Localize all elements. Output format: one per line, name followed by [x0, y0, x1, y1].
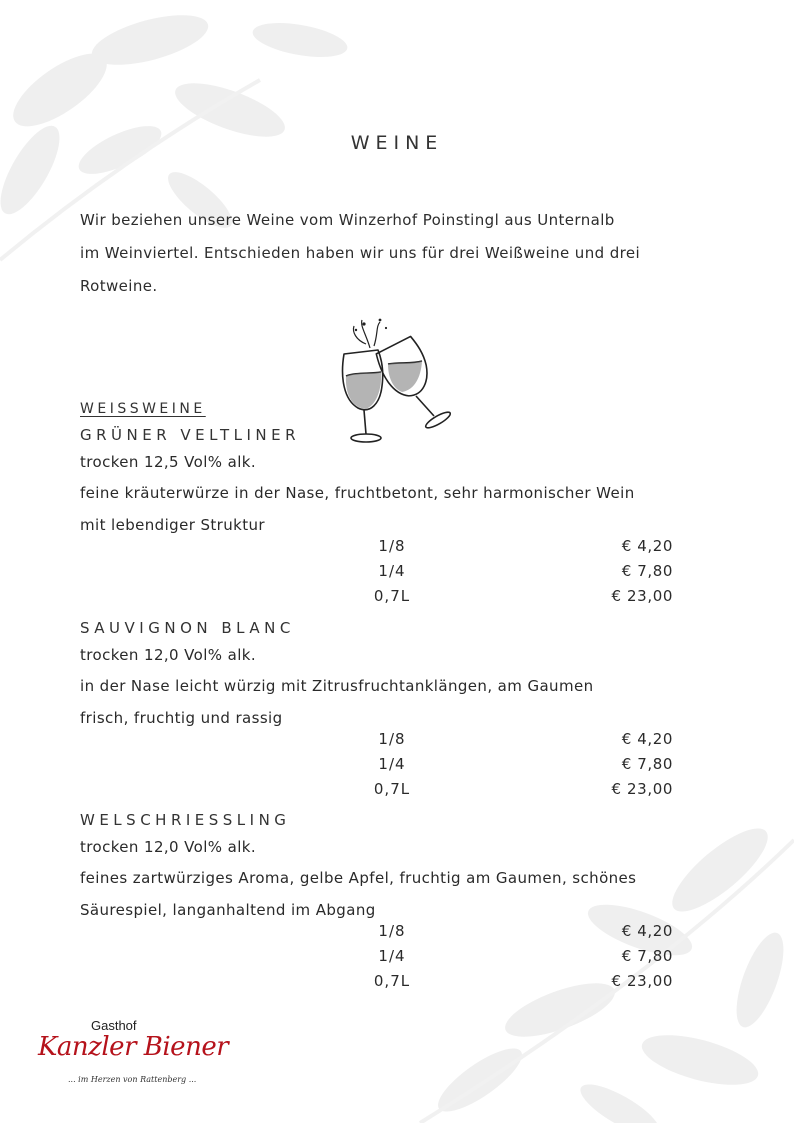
price-quantity: 1/8 — [378, 730, 406, 748]
intro-line: Wir beziehen unsere Weine vom Winzerhof Poinstingl aus Unternalb — [80, 211, 615, 229]
price-quantity: 1/8 — [378, 922, 406, 940]
wine-alcohol-info: trocken 12,5 Vol% alk. — [80, 453, 257, 471]
price-quantity: 1/4 — [378, 947, 406, 965]
wine-description — [80, 477, 720, 541]
price-amount: € 4,20 — [621, 730, 673, 748]
wine-alcohol-info: trocken 12,0 Vol% alk. — [80, 646, 257, 664]
wine-description — [80, 862, 720, 926]
price-amount: € 23,00 — [611, 587, 673, 605]
price-row — [80, 947, 720, 972]
wine-name: SAUVIGNON BLANC — [80, 619, 295, 637]
price-quantity: 1/4 — [378, 755, 406, 773]
price-amount: € 7,80 — [621, 947, 673, 965]
description-line: frisch, fruchtig und rassig — [80, 709, 283, 727]
page-title: WEINE — [350, 132, 444, 154]
wine-name: GRÜNER VELTLINER — [80, 426, 301, 444]
description-line: mit lebendiger Struktur — [80, 516, 265, 534]
price-quantity: 0,7L — [373, 780, 411, 798]
wine-name: WELSCHRIESSLING — [80, 811, 291, 829]
price-amount: € 7,80 — [621, 562, 673, 580]
price-quantity: 1/8 — [378, 537, 406, 555]
price-quantity: 0,7L — [373, 972, 411, 990]
price-amount: € 4,20 — [621, 537, 673, 555]
intro-line: Rotweine. — [80, 277, 158, 295]
price-row — [80, 972, 720, 997]
wine-description — [80, 670, 720, 734]
price-amount: € 23,00 — [611, 972, 673, 990]
price-row — [80, 922, 720, 947]
logo-gasthof-text: Gasthof — [91, 1018, 137, 1033]
price-amount: € 23,00 — [611, 780, 673, 798]
wine-entry — [80, 423, 720, 605]
wine-entry — [80, 616, 720, 798]
price-row — [80, 587, 720, 612]
price-row — [80, 562, 720, 587]
logo-name-text: Kanzler Biener — [38, 1032, 229, 1062]
price-list — [80, 537, 720, 612]
intro-line: im Weinviertel. Entschieden haben wir uns für drei Weißweine und drei — [80, 244, 641, 262]
section-heading-weissweine: WEISSWEINE — [80, 401, 206, 417]
gasthof-logo — [36, 1018, 229, 1088]
description-line: feine kräuterwürze in der Nase, fruchtbetont, sehr harmonischer Wein — [80, 484, 635, 502]
description-line: in der Nase leicht würzig mit Zitrusfruchtanklängen, am Gaumen — [80, 677, 594, 695]
description-line: Säurespiel, langanhaltend im Abgang — [80, 901, 376, 919]
price-row — [80, 730, 720, 755]
logo-tagline: ... im Herzen von Rattenberg ... — [68, 1075, 197, 1084]
wine-entry — [80, 808, 720, 990]
price-amount: € 7,80 — [621, 755, 673, 773]
price-row — [80, 537, 720, 562]
intro-text — [80, 204, 720, 303]
price-row — [80, 755, 720, 780]
price-list — [80, 730, 720, 805]
price-list — [80, 922, 720, 997]
price-amount: € 4,20 — [621, 922, 673, 940]
price-row — [80, 780, 720, 805]
price-quantity: 1/4 — [378, 562, 406, 580]
description-line: feines zartwürziges Aroma, gelbe Apfel, fruchtig am Gaumen, schönes — [80, 869, 637, 887]
price-quantity: 0,7L — [373, 587, 411, 605]
wine-alcohol-info: trocken 12,0 Vol% alk. — [80, 838, 257, 856]
